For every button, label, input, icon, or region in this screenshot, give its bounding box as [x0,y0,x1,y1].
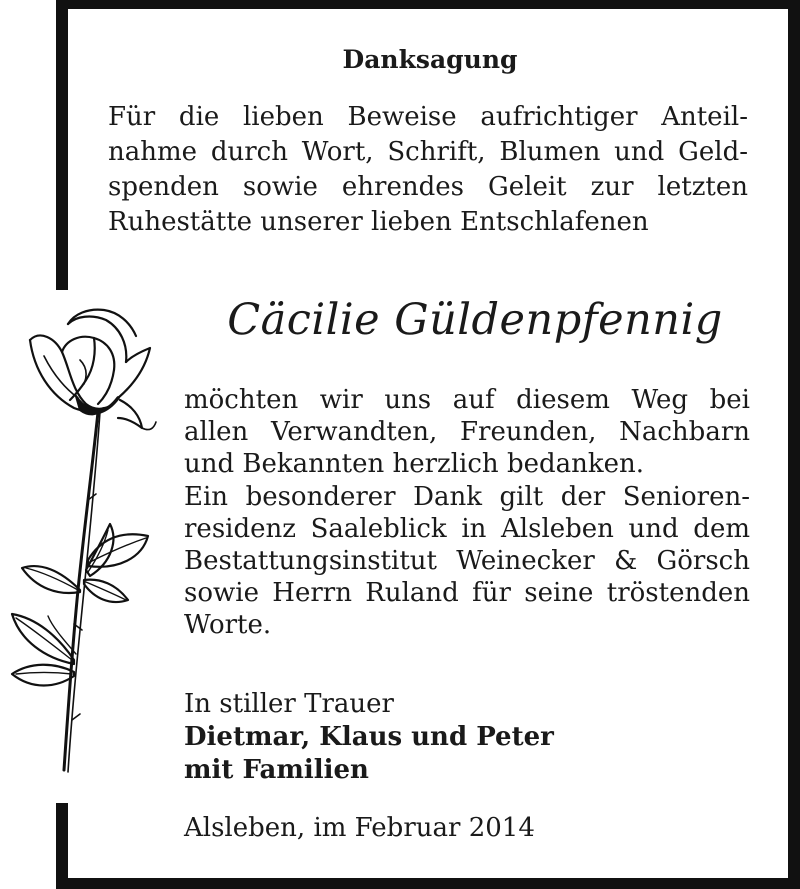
signature-block [184,688,554,787]
mourner-family: mit Familien [184,755,369,785]
frame-left-border-lower [56,803,68,889]
thanks-line: residenz Saaleblick in Alsleben und dem [184,513,750,544]
intro-line: nahme durch Wort, Schrift, Blumen und Geld- [108,137,748,167]
intro-line: Ruhestätte unserer lieben Entschlafenen [108,207,649,237]
thanks-line: sowie Herrn Ruland für seine tröstenden [184,578,750,609]
intro-paragraph [108,100,748,240]
thanks-paragraph [184,384,750,642]
frame-bottom-border [56,878,800,889]
frame-left-border-upper [56,0,68,290]
intro-line: Für die lieben Beweise aufrichtiger Anteil- [108,102,748,132]
mourning-phrase: In stiller Trauer [184,689,394,719]
thanks-line: Ein besonderer Dank gilt der Senioren- [184,481,750,512]
notice-heading: Danksagung [342,45,518,74]
thanks-line: möchten wir uns auf diesem Weg bei [184,385,750,415]
rose-icon [0,300,175,790]
mourner-names: Dietmar, Klaus und Peter [184,722,554,752]
intro-line: spenden sowie ehrendes Geleit zur letzten [108,172,748,202]
frame-right-border [788,0,800,889]
place-date: Alsleben, im Februar 2014 [184,813,535,843]
frame-top-border [56,0,800,9]
thanks-line: Bestattungsinstitut Weinecker & Görsch [184,546,750,577]
thanks-line: und Bekannten herzlich bedanken. [184,449,645,480]
thanks-line: Worte. [184,610,272,641]
thanks-line: allen Verwandten, Freunden, Nachbarn [184,417,750,448]
deceased-name: Cäcilie Güldenpfennig [227,295,723,345]
